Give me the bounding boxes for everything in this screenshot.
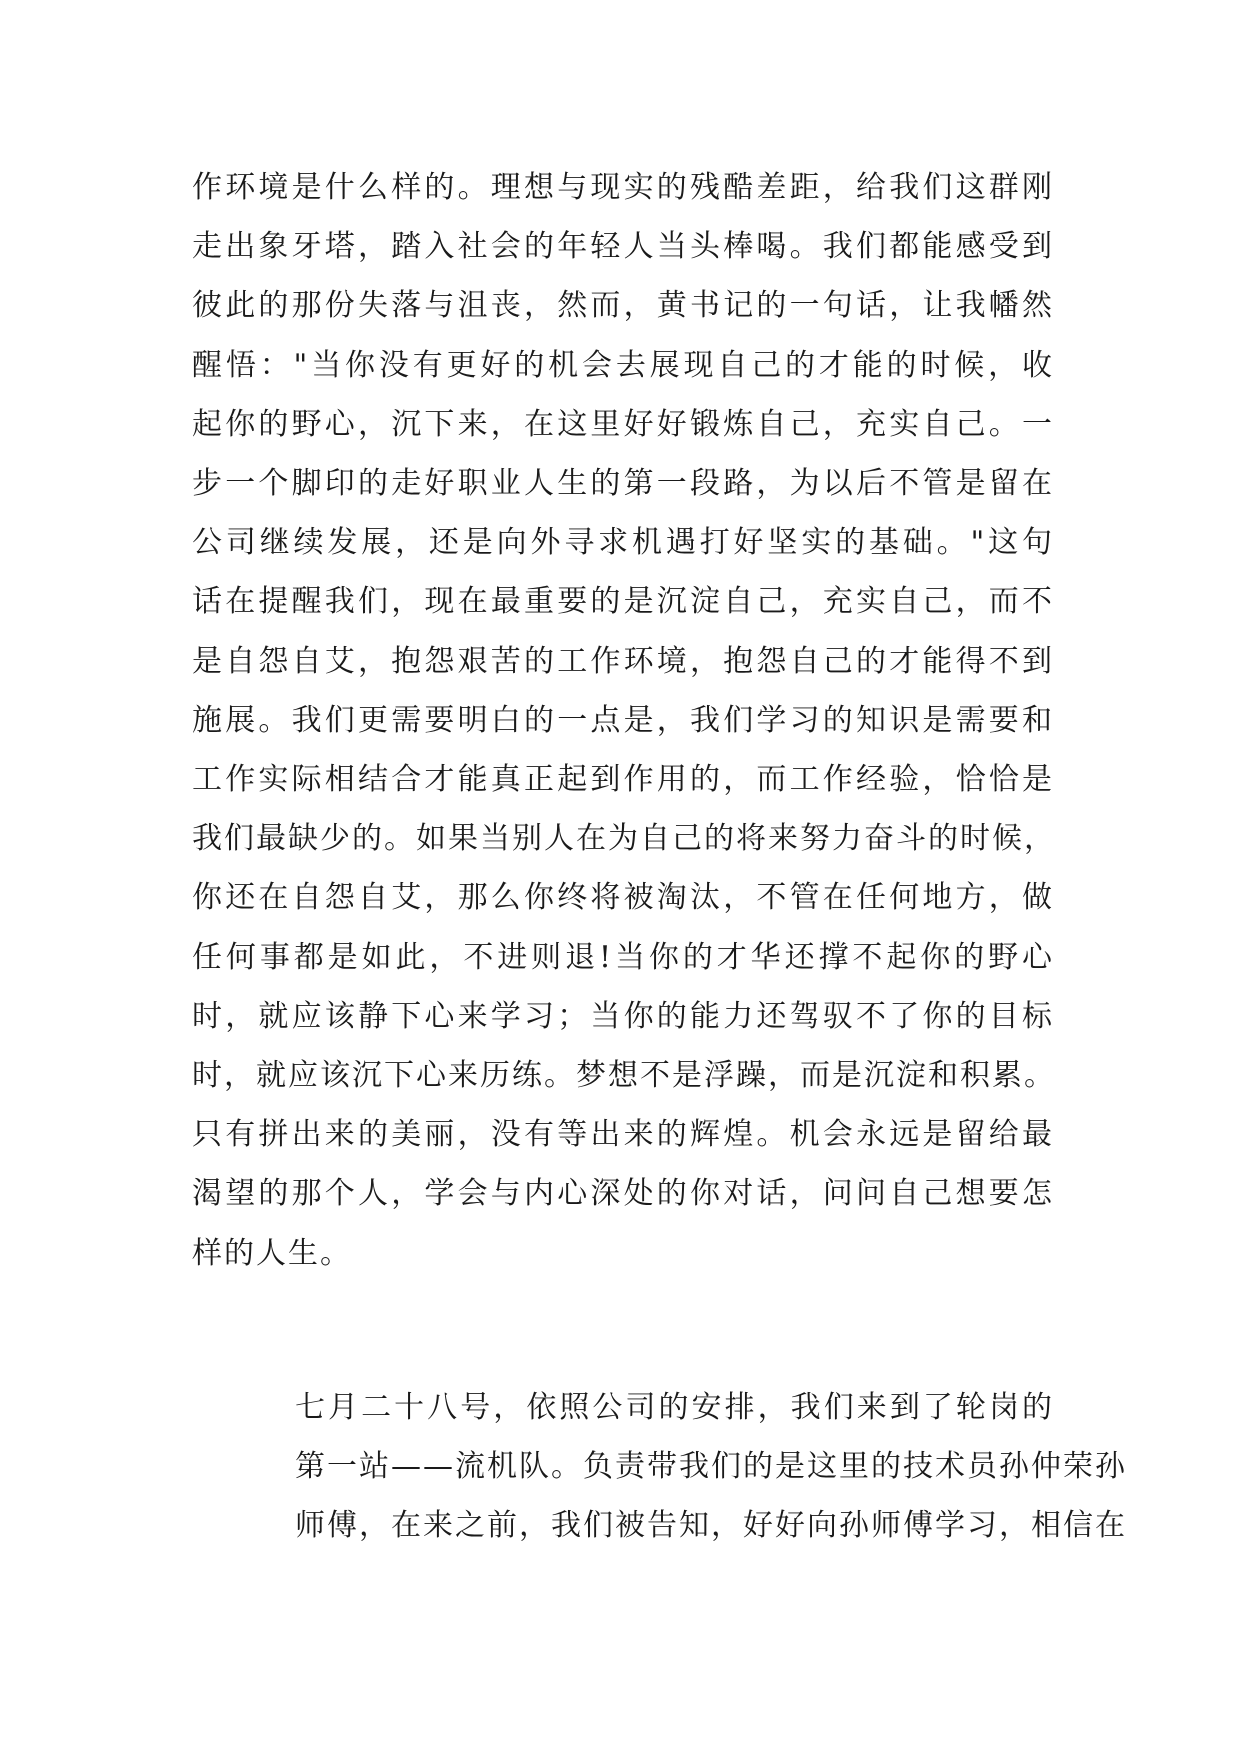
text-line: 时，就应该静下心来学习；当你的能力还驾驭不了你的目标: [192, 998, 1054, 1034]
paragraph-1: [192, 158, 1054, 1283]
text-line: 施展。我们更需要明白的一点是，我们学习的知识是需要和: [192, 702, 1054, 738]
text-line: 话在提醒我们，现在最重要的是沉淀自己，充实自己，而不: [192, 584, 1054, 620]
text-line: 工作实际相结合才能真正起到作用的，而工作经验，恰恰是: [192, 762, 1054, 798]
text-line: 七月二十八号，依照公司的安排，我们来到了轮岗的: [295, 1390, 1054, 1425]
paragraph-2: [192, 1378, 1127, 1556]
text-line: 起你的野心，沉下来，在这里好好锻炼自己，充实自己。一: [192, 406, 1054, 442]
text-line: 时，就应该沉下心来历练。梦想不是浮躁，而是沉淀和积累。: [192, 1058, 1056, 1094]
text-line: 第一站——流机队。负责带我们的是这里的技术员孙仲荣孙: [295, 1449, 1127, 1485]
text-line: 是自怨自艾，抱怨艰苦的工作环境，抱怨自己的才能得不到: [192, 643, 1054, 679]
text-line: 师傅，在来之前，我们被告知，好好向孙师傅学习，相信在: [295, 1508, 1127, 1544]
text-line: 我们最缺少的。如果当别人在为自己的将来努力奋斗的时候，: [192, 821, 1056, 857]
text-line: 走出象牙塔，踏入社会的年轻人当头棒喝。我们都能感受到: [192, 229, 1054, 265]
text-line: 渴望的那个人，学会与内心深处的你对话，问问自己想要怎: [192, 1176, 1054, 1212]
text-line: 任何事都是如此，不进则退!当你的才华还撑不起你的野心: [192, 939, 1054, 975]
text-line: 步一个脚印的走好职业人生的第一段路，为以后不管是留在: [192, 466, 1054, 502]
text-line: 你还在自怨自艾，那么你终将被淘汰，不管在任何地方，做: [192, 880, 1054, 916]
text-line: 公司继续发展，还是向外寻求机遇打好坚实的基础。"这句: [192, 525, 1054, 561]
text-line: 醒悟："当你没有更好的机会去展现自己的才能的时候，收: [192, 347, 1054, 383]
text-line: 只有拼出来的美丽，没有等出来的辉煌。机会永远是留给最: [192, 1117, 1054, 1153]
text-line: 样的人生。: [192, 1235, 352, 1271]
text-line: 作环境是什么样的。理想与现实的残酷差距，给我们这群刚: [192, 170, 1054, 205]
text-line: 彼此的那份失落与沮丧，然而，黄书记的一句话，让我幡然: [192, 288, 1054, 324]
